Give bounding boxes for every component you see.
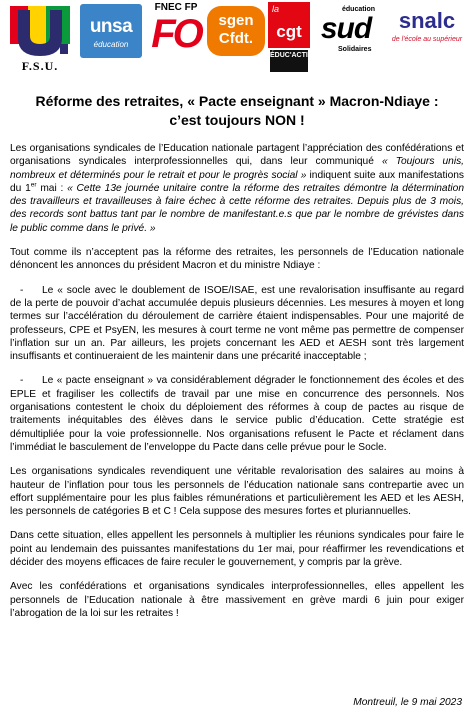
paragraph-announcements: Tout comme ils n’acceptent pas la réforme des retraites, les personnels de l’Education nationale dénoncent les annonces du président Macron et du ministre Ndiaye : xyxy=(10,247,464,272)
snalc-tagline: de l'école au supérieur xyxy=(391,36,463,43)
title-line-2: c’est toujours NON ! xyxy=(169,112,305,128)
unsa-logo xyxy=(80,4,142,58)
intro-text-b: indiquent suite aux manifestations du 1 xyxy=(10,169,464,194)
signature-place-date: Montreuil, le 9 mai 2023 xyxy=(353,697,462,708)
intro-text-a: Les organisations syndicales de l’Education nationale partagent l’appréciation des confédérations et organisations syndicales interprofessionnelles qui, dans leur communiqué xyxy=(10,143,464,168)
cgt-logo xyxy=(268,2,319,74)
intro-quote-1: « Toujours unis, nombreux et déterminés pour le retrait et pour le progrès social » xyxy=(10,156,465,181)
fsu-logo xyxy=(8,4,72,72)
bullet-pacte-text: Le « pacte enseignant » va considérablement dégrader le fonctionnement des écoles et des EPLE et fragiliser les collectifs de travail par une mise en concurrence des personnels. Nos organisations contestent le choix du déploiement des réformes à coup de pactes au risque de traitements inéquitables des élèves dans le service public d’éducation. Cette stratégie est démultipliée pour la voie professionnelle. Nos organisations refusent le Pacte et réclament dans l’immédiat le basculement de l’enveloppe du Pacte dans celle prévue pour le Socle. xyxy=(10,375,464,453)
title-line-1: Réforme des retraites, « Pacte enseignant » Macron-Ndiaye : xyxy=(35,93,439,109)
snalc-logo xyxy=(384,8,470,56)
fsu-emblem xyxy=(8,4,72,58)
sud-label: sud xyxy=(320,12,372,45)
sgen-label: sgen xyxy=(218,12,254,29)
intro-superscript: er xyxy=(30,181,37,189)
unsa-sublabel: éducation xyxy=(93,40,129,49)
paragraph-intro xyxy=(10,142,464,235)
paragraph-call-meetings: Dans cette situation, elles appellent les personnels à multiplier les réunions syndicales pour faire le point au lendemain des puissantes manifestations du 1er mai, pour réaffirmer les revendications et décider des moyens efficaces de faire reculer le gouvernement, y compris par la grève. xyxy=(10,530,464,569)
cgt-emblem xyxy=(268,2,310,48)
bullet-dash: - xyxy=(20,375,24,387)
document-body xyxy=(10,142,464,631)
sud-bottomlabel: Solidaires xyxy=(338,46,372,53)
cgt-prefix: la xyxy=(272,4,280,14)
fnec-label: FNEC FP xyxy=(154,2,198,13)
unsa-label: unsa xyxy=(89,16,133,37)
cgt-label: cgt xyxy=(276,22,302,41)
bullet-socle-text: Le « socle avec le doublement de ISOE/ISAE, est une revalorisation insuffisante au regard de la perte de pouvoir d’achat accumulée depuis plusieurs décennies. Les mesures à moyen et long termes sur l’accélération du déroulement de carrière étaient indispensables. Pour une majorité de professeurs, CPE et PsyEN, les mesures à court terme ne vont même pas permettre de compenser l’inflation sur un an. Par ailleurs, les projets concernant les AED et AESH sont très largement insuffisants et continueraient de les maintenir dans une précarité inacceptable ; xyxy=(10,284,464,363)
sud-education-logo xyxy=(312,6,380,58)
paragraph-call-strike: Avec les confédérations et organisations syndicales interprofessionnelles, elles appellent les personnels de l’Education nationale à être massivement en grève mardi 6 juin pour exiger l’abrogation de la loi sur les retraites ! xyxy=(10,581,464,619)
intro-quote-2: « Cette 13e journée unitaire contre la réforme des retraites démontre la détermination des travailleurs et travailleuses à faire échec à cette réforme des retraites. Depuis plus de 3 mois, des records sont battus tant par le nombre de manifestant.e.s que par le nombre de grévistes dans le public comme dans le privé. » xyxy=(10,182,464,234)
sgen-cfdt-logo xyxy=(207,6,265,56)
paragraph-demands: Les organisations syndicales revendiquent une véritable revalorisation des salaires au moins à hauteur de l’inflation pour tous les personnels de l’éducation nationale sans contrepartie avec un effort supplémentaire pour les plus faibles rémunérations et particulièrement les AED et les AESH, les personnels de catégories B et C ! Cela suppose des mesures fortes et pluriannuelles. xyxy=(10,466,464,518)
fsu-label: F.S.U. xyxy=(21,59,59,73)
bullet-socle xyxy=(10,284,464,364)
sud-toplabel: éducation xyxy=(342,6,376,13)
bullet-pacte xyxy=(10,374,464,454)
intro-text-c: mai : xyxy=(36,182,68,194)
logo-band xyxy=(0,0,474,78)
document-title xyxy=(0,92,474,130)
cfdt-label: Cfdt. xyxy=(218,30,254,47)
fnec-fo-logo xyxy=(149,2,203,62)
snalc-label: snalc xyxy=(398,8,456,33)
bullet-dash: - xyxy=(20,284,24,296)
fo-label: FO xyxy=(151,12,201,56)
cgt-badge: ÉDUC'ACTION xyxy=(270,50,308,72)
